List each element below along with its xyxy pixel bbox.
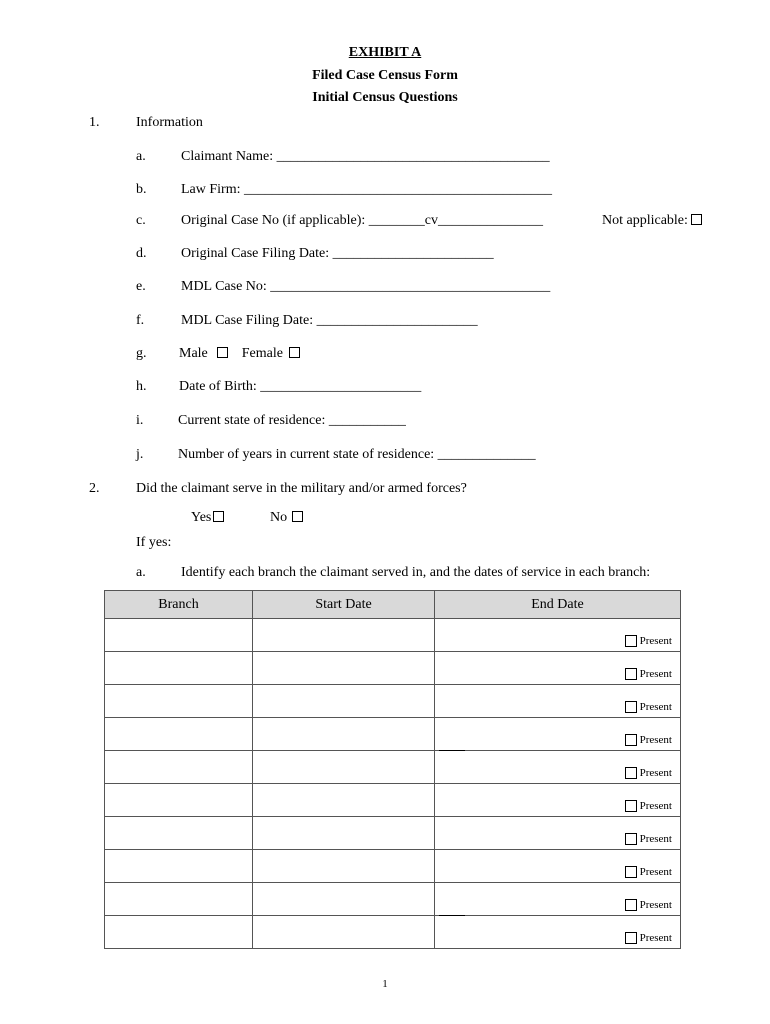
start-date-cell[interactable]: [253, 784, 435, 817]
mdl-case-no-field[interactable]: MDL Case No: ________________________________________: [181, 279, 551, 294]
item-d-letter: d.: [136, 246, 147, 261]
present-label: Present: [639, 668, 672, 680]
end-date-cell[interactable]: [435, 751, 681, 784]
original-case-no-label: Original Case No (if applicable): ________: [181, 213, 425, 228]
header-branch: Branch: [105, 591, 253, 619]
female-checkbox[interactable]: [289, 347, 300, 358]
present-option: [625, 767, 672, 779]
branch-cell[interactable]: [105, 883, 253, 916]
table-row: [105, 751, 681, 784]
present-option: [625, 635, 672, 647]
present-option: [625, 800, 672, 812]
end-date-cell[interactable]: [435, 883, 681, 916]
present-option: [625, 701, 672, 713]
present-option: [625, 866, 672, 878]
present-label: Present: [639, 734, 672, 746]
section-1-title: Information: [136, 115, 203, 130]
date-of-birth-field[interactable]: Date of Birth: _______________________: [179, 379, 422, 394]
branch-cell[interactable]: [105, 619, 253, 652]
present-option: [625, 668, 672, 680]
present-label: Present: [639, 635, 672, 647]
present-label: Present: [639, 866, 672, 878]
present-checkbox[interactable]: [625, 767, 637, 779]
branch-cell[interactable]: [105, 916, 253, 949]
table-row: [105, 685, 681, 718]
start-date-cell[interactable]: [253, 883, 435, 916]
section-1-number: 1.: [89, 115, 100, 130]
form-subtitle: Initial Census Questions: [312, 90, 458, 105]
present-checkbox[interactable]: [625, 866, 637, 878]
end-date-cell[interactable]: [435, 685, 681, 718]
branch-cell[interactable]: [105, 784, 253, 817]
no-checkbox[interactable]: [292, 511, 303, 522]
not-applicable-label: Not applicable:: [602, 213, 688, 228]
table-row: [105, 784, 681, 817]
header-end-date: End Date: [435, 591, 681, 619]
item-2a-letter: a.: [136, 565, 146, 580]
military-question: Did the claimant serve in the military and/or armed forces?: [136, 481, 467, 496]
table-row: [105, 916, 681, 949]
item-c-letter: c.: [136, 213, 146, 228]
military-no-option: [270, 510, 303, 526]
start-date-cell[interactable]: [253, 652, 435, 685]
item-f-letter: f.: [136, 313, 145, 328]
present-label: Present: [639, 767, 672, 779]
item-a-letter: a.: [136, 149, 146, 164]
present-checkbox[interactable]: [625, 701, 637, 713]
female-label: Female: [241, 346, 283, 361]
end-date-cell[interactable]: [435, 619, 681, 652]
table-row: [105, 718, 681, 751]
state-of-residence-field[interactable]: Current state of residence: ___________: [178, 413, 406, 428]
cv-marker: cv: [424, 213, 438, 228]
yes-checkbox[interactable]: [213, 511, 224, 522]
present-checkbox[interactable]: [625, 734, 637, 746]
item-i-letter: i.: [136, 413, 144, 428]
law-firm-field[interactable]: Law Firm: ____________________________________________: [181, 182, 552, 197]
no-label: No: [270, 510, 288, 525]
end-date-cell[interactable]: [435, 850, 681, 883]
start-date-cell[interactable]: [253, 850, 435, 883]
present-checkbox[interactable]: [625, 635, 637, 647]
branch-service-table: [104, 590, 681, 949]
present-checkbox[interactable]: [625, 932, 637, 944]
table-row: [105, 850, 681, 883]
branch-cell[interactable]: [105, 751, 253, 784]
start-date-cell[interactable]: [253, 685, 435, 718]
table-row: [105, 652, 681, 685]
table-row: [105, 817, 681, 850]
item-h-letter: h.: [136, 379, 147, 394]
yes-label: Yes: [191, 510, 212, 525]
branch-cell[interactable]: [105, 817, 253, 850]
branch-cell[interactable]: [105, 652, 253, 685]
male-label: Male: [179, 346, 208, 361]
item-e-letter: e.: [136, 279, 146, 294]
item-j-letter: j.: [136, 447, 144, 462]
military-yes-option: [191, 510, 224, 526]
item-b-letter: b.: [136, 182, 147, 197]
table-row: [105, 883, 681, 916]
present-option: [625, 833, 672, 845]
start-date-cell[interactable]: [253, 916, 435, 949]
end-date-cell[interactable]: [435, 718, 681, 751]
present-label: Present: [639, 932, 672, 944]
item-g-letter: g.: [136, 346, 147, 361]
header-start-date: Start Date: [253, 591, 435, 619]
end-date-cell[interactable]: [435, 916, 681, 949]
present-label: Present: [639, 833, 672, 845]
end-date-cell[interactable]: [435, 784, 681, 817]
claimant-name-field[interactable]: Claimant Name: _______________________________________: [181, 149, 550, 164]
mdl-filing-date-field[interactable]: MDL Case Filing Date: _______________________: [181, 313, 478, 328]
original-case-no-blank: _______________: [438, 213, 543, 228]
table-row: [105, 619, 681, 652]
if-yes-label: If yes:: [136, 535, 172, 550]
start-date-cell[interactable]: [253, 751, 435, 784]
male-checkbox[interactable]: [217, 347, 228, 358]
present-checkbox[interactable]: [625, 800, 637, 812]
present-option: [625, 932, 672, 944]
section-2-number: 2.: [89, 481, 100, 496]
not-applicable-checkbox[interactable]: [691, 214, 702, 225]
original-filing-date-field[interactable]: Original Case Filing Date: _______________________: [181, 246, 494, 261]
present-checkbox[interactable]: [625, 833, 637, 845]
present-label: Present: [639, 701, 672, 713]
present-option: [625, 734, 672, 746]
present-checkbox[interactable]: [625, 899, 637, 911]
present-option: [625, 899, 672, 911]
present-label: Present: [639, 800, 672, 812]
start-date-cell[interactable]: [253, 619, 435, 652]
end-date-cell[interactable]: [435, 652, 681, 685]
table-header-row: [105, 591, 681, 619]
branch-cell[interactable]: [105, 850, 253, 883]
original-case-no-field[interactable]: [181, 213, 543, 229]
not-applicable-option: [602, 213, 702, 229]
exhibit-title: EXHIBIT A: [348, 45, 422, 60]
years-in-state-field[interactable]: Number of years in current state of residence: ______________: [178, 447, 536, 462]
branch-cell[interactable]: [105, 685, 253, 718]
present-checkbox[interactable]: [625, 668, 637, 680]
form-title: Filed Case Census Form: [312, 68, 458, 83]
start-date-cell[interactable]: [253, 817, 435, 850]
page-number: 1: [382, 978, 388, 990]
gender-options: [179, 346, 300, 362]
branch-cell[interactable]: [105, 718, 253, 751]
branch-instructions: Identify each branch the claimant served in, and the dates of service in each branch:: [181, 565, 651, 580]
present-label: Present: [639, 899, 672, 911]
end-date-cell[interactable]: [435, 817, 681, 850]
start-date-cell[interactable]: [253, 718, 435, 751]
